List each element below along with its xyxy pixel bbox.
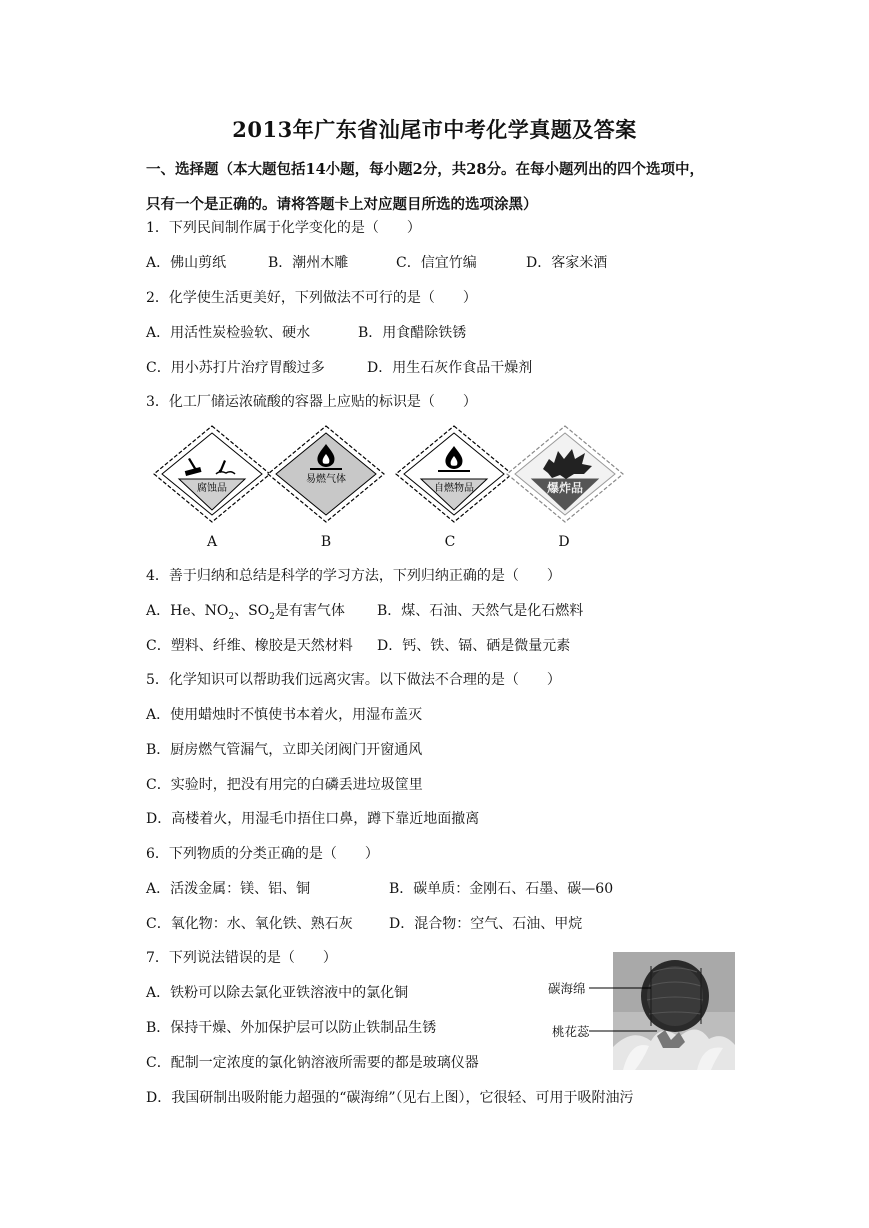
q6-option-b: B．碳单质：金刚石、石墨、碳—60: [389, 881, 614, 897]
q7-option-b: B．保持干燥、外加保护层可以防止铁制品生锈: [146, 1020, 437, 1036]
section-heading-line-2: 只有一个是正确的。请将答题卡上对应题目所选的选项涂黑）: [146, 196, 538, 213]
question-4-stem: 4．善于归纳和总结是科学的学习方法，下列归纳正确的是（ ）: [146, 568, 561, 584]
sign-c-text: 自燃物品: [434, 483, 474, 494]
sign-c-letter: C: [444, 534, 456, 550]
q4-option-a: A．He、$NO_2$、$SO_2$是有害气体: [146, 603, 345, 622]
q4-option-c: C．塑料、纤维、橡胶是天然材料: [146, 638, 353, 654]
question-6-stem: 6．下列物质的分类正确的是（ ）: [146, 846, 379, 862]
q6-option-c: C．氧化物：水、氧化铁、熟石灰: [146, 916, 353, 932]
q2-option-b: B．用食醋除铁锈: [358, 325, 467, 341]
hazard-sign-spontaneous-combustion: [392, 424, 516, 524]
q7-option-c: C．配制一定浓度的氯化钠溶液所需要的都是玻璃仪器: [146, 1055, 479, 1071]
label-peach-stamen: 桃花蕊: [552, 1024, 590, 1039]
q6-option-a: A．活泼金属：镁、铝、铜: [146, 881, 311, 897]
q7-option-d: D．我国研制出吸附能力超强的“碳海绵”（见右上图），它很轻、可用于吸附油污: [146, 1090, 634, 1106]
q4-option-b: B．煤、石油、天然气是化石燃料: [377, 603, 584, 619]
q5-option-d: D．高楼着火，用湿毛巾捂住口鼻，蹲下靠近地面撤离: [146, 811, 480, 827]
q4-option-d: D．钙、铁、镉、硒是微量元素: [377, 638, 571, 654]
q7-option-a: A．铁粉可以除去氯化亚铁溶液中的氯化铜: [146, 985, 409, 1001]
sign-b-letter: B: [320, 534, 332, 550]
question-1-options: [146, 253, 607, 273]
section-heading-line-1: 一、选择题（本大题包括14小题，每小题2分，共28分。在每小题列出的四个选项中，: [146, 161, 704, 178]
page-title: 2013年广东省汕尾市中考化学真题及答案: [232, 117, 637, 142]
question-7-stem: 7．下列说法错误的是（ ）: [146, 950, 337, 966]
hazard-sign-corrosive: [150, 424, 274, 524]
q1-option-b: B．潮州木雕: [268, 255, 349, 271]
question-4-options-ab: [146, 601, 583, 627]
sign-a-letter: A: [206, 534, 218, 550]
q1-option-d: D．客家米酒: [526, 255, 608, 271]
question-2-options-cd: [146, 358, 532, 378]
sign-d-letter: D: [558, 534, 570, 550]
q5-option-a: A．使用蜡烛时不慎使书本着火，用湿布盖灭: [146, 707, 423, 723]
q2-option-d: D．用生石灰作食品干燥剂: [367, 360, 533, 376]
sign-b-text: 易燃气体: [306, 474, 346, 485]
question-6-options-cd: [146, 914, 582, 934]
q1-option-c: C．信宜竹编: [396, 255, 477, 271]
question-2-stem: 2．化学使生活更美好，下列做法不可行的是（ ）: [146, 290, 477, 306]
question-6-options-ab: [146, 879, 613, 899]
sign-d-text: 爆炸品: [546, 481, 584, 495]
q1-option-a: A．佛山剪纸: [146, 255, 227, 271]
question-2-options-ab: [146, 323, 466, 343]
sign-a-text: 腐蚀品: [197, 483, 227, 494]
question-4-options-cd: [146, 636, 570, 656]
hazard-sign-flammable-gas: [264, 424, 388, 524]
q2-option-a: A．用活性炭检验软、硬水: [146, 325, 311, 341]
question-5-stem: 5．化学知识可以帮助我们远离灾害。以下做法不合理的是（ ）: [146, 672, 561, 688]
photo-leader-lines: [589, 985, 659, 1035]
q5-option-b: B．厨房燃气管漏气，立即关闭阀门开窗通风: [146, 742, 423, 758]
hazard-sign-explosive: [503, 424, 627, 524]
question-3-stem: 3．化工厂储运浓硫酸的容器上应贴的标识是（ ）: [146, 394, 477, 410]
label-carbon-sponge: 碳海绵: [548, 981, 586, 996]
q5-option-c: C．实验时，把没有用完的白磷丢进垃圾筐里: [146, 777, 423, 793]
q6-option-d: D．混合物：空气、石油、甲烷: [389, 916, 583, 932]
question-1-stem: 1．下列民间制作属于化学变化的是（ ）: [146, 220, 421, 236]
q2-option-c: C．用小苏打片治疗胃酸过多: [146, 360, 325, 376]
